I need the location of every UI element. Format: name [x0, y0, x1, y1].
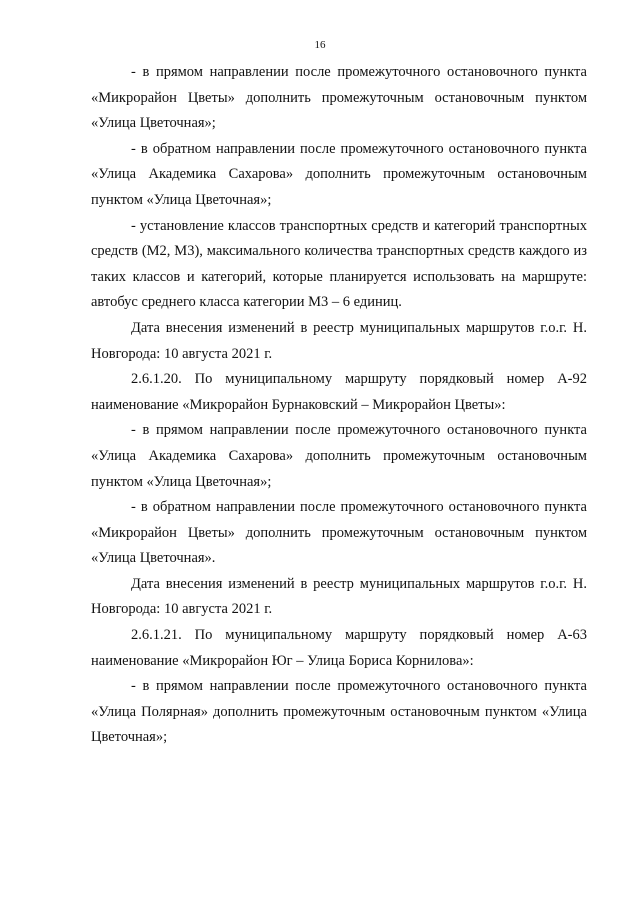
- paragraph-registry-date: Дата внесения изменений в реестр муниципальных маршрутов г.о.г. Н. Новгорода: 10 августа 2021 г.: [91, 319, 587, 362]
- paragraph-forward-direction-tsvety: - в прямом направлении после промежуточного остановочного пункта «Микрорайон Цветы» дополнить промежуточным остановочным пунктом «Улица Цветочная»;: [91, 64, 587, 132]
- paragraph-route-a92-heading: 2.6.1.20. По муниципальному маршруту порядковый номер А-92 наименование «Микрорайон Бурнаковский – Микрорайон Цветы»:: [91, 371, 587, 413]
- paragraph-a92-forward-direction: - в прямом направлении после промежуточного остановочного пункта «Улица Академика Сахарова» дополнить промежуточным остановочным пунктом «Улица Цветочная»;: [91, 422, 587, 490]
- paragraph-a63-forward-direction: - в прямом направлении после промежуточного остановочного пункта «Улица Полярная» дополнить промежуточным остановочным пунктом «Улица Цветочная»;: [91, 678, 587, 746]
- paragraph-a92-registry-date: Дата внесения изменений в реестр муниципальных маршрутов г.о.г. Н. Новгорода: 10 августа 2021 г.: [91, 575, 587, 618]
- paragraph-reverse-direction-sakharova: - в обратном направлении после промежуточного остановочного пункта «Улица Академика Сахарова» дополнить промежуточным остановочным пунктом «Улица Цветочная»;: [91, 140, 587, 208]
- paragraph-route-a63-heading: 2.6.1.21. По муниципальному маршруту порядковый номер А-63 наименование «Микрорайон Юг – Улица Бориса Корнилова»:: [91, 627, 587, 669]
- paragraph-vehicle-classes: - установление классов транспортных средств и категорий транспортных средств (М2, М3), максимального количества транспортных средств каждого из таких классов и категорий, которые планируется использовать на маршруте: автобус среднего класса категории М3 – 6 единиц.: [91, 217, 587, 311]
- page-number: 16: [314, 39, 326, 51]
- document-body: [91, 60, 587, 751]
- paragraph-a92-reverse-direction: - в обратном направлении после промежуточного остановочного пункта «Микрорайон Цветы» дополнить промежуточным остановочным пунктом «Улица Цветочная».: [91, 499, 587, 567]
